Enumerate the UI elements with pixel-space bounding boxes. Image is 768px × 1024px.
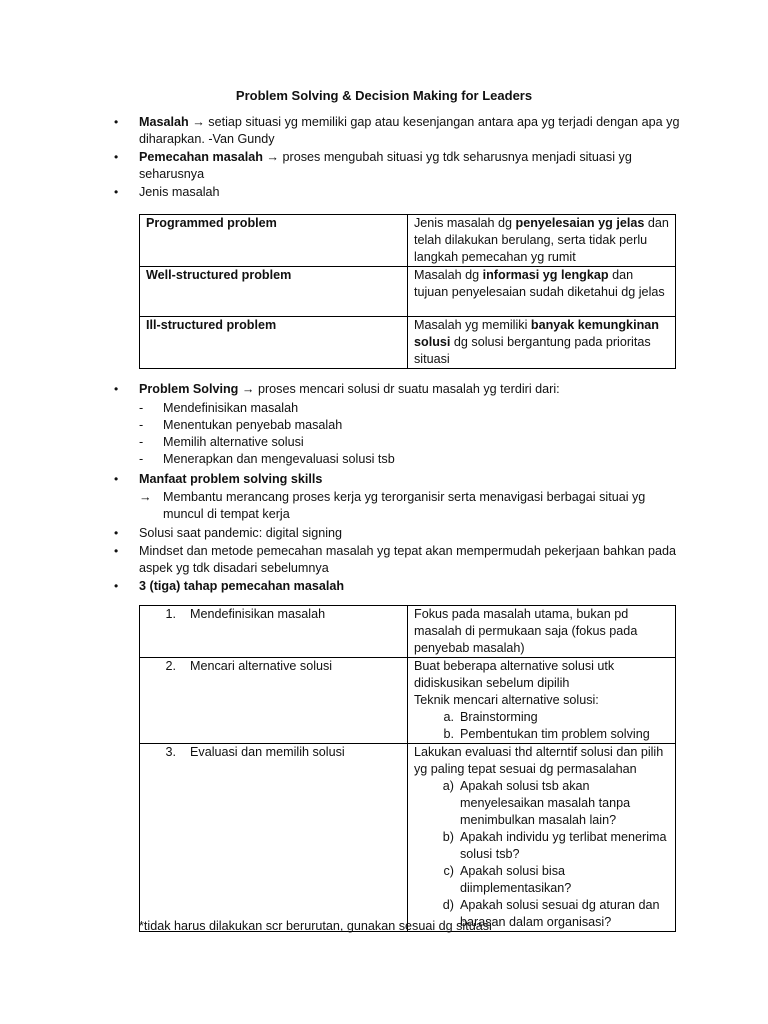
table-row: [140, 267, 676, 317]
stage-desc-cell: [408, 744, 676, 932]
tahap-title: 3 (tiga) tahap pemecahan masalah: [139, 579, 345, 593]
definition-text: setiap situasi yg memiliki gap atau kesenjangan antara apa yg terjadi dengan apa yg diharapkan. -Van Gundy: [139, 115, 680, 146]
list-item: [114, 149, 684, 183]
sub-label: d): [442, 898, 454, 912]
term-manfaat: Manfaat problem solving skills: [139, 472, 323, 486]
desc-text: Jenis masalah dg: [414, 216, 516, 230]
bullet-icon: •: [114, 150, 119, 164]
bullet-icon: •: [114, 115, 119, 129]
term-pemecahan-masalah: Pemecahan masalah: [139, 150, 263, 164]
stage-desc-cell: [408, 658, 676, 744]
table-row: [140, 744, 676, 932]
bullet-icon: •: [114, 472, 119, 486]
bullet-icon: •: [114, 526, 119, 540]
table-row: [140, 606, 676, 658]
manfaat-text: Membantu merancang proses kerja yg terorganisir serta menavigasi berbagai situai yg muncul di tempat kerja: [163, 490, 646, 521]
stage-desc-text: Teknik mencari alternative solusi:: [414, 693, 599, 707]
step-text: Memilih alternative solusi: [163, 435, 304, 449]
list-item: [139, 417, 684, 434]
stage-number: 3.: [165, 745, 176, 759]
problem-type-cell: Well-structured problem: [140, 267, 408, 317]
problem-desc-cell: [408, 267, 676, 317]
table-row: [140, 317, 676, 369]
list-item: [114, 184, 684, 201]
step-text: Menerapkan dan mengevaluasi solusi tsb: [163, 452, 395, 466]
sub-label: c): [443, 864, 454, 878]
definition-text: proses mencari solusi dr suatu masalah yg terdiri dari:: [254, 382, 560, 396]
dash-icon: -: [139, 435, 144, 449]
desc-text: dan tujuan penyelesaian sudah diketahui dg jelas: [414, 268, 665, 299]
sub-text: Apakah solusi tsb akan menyelesaikan masalah tanpa menimbulkan masalah lain?: [460, 779, 631, 827]
arrow-icon: →: [192, 115, 205, 129]
stage-cell: [140, 658, 408, 744]
arrow-icon: →: [266, 150, 280, 164]
arrow-icon: →: [241, 382, 255, 396]
desc-bold-text: banyak kemungkinan solusi: [414, 318, 659, 349]
term-masalah: Masalah: [139, 115, 189, 129]
jenis-masalah-label: Jenis masalah: [139, 185, 220, 199]
problem-types-table: [139, 214, 676, 369]
table-row: [140, 658, 676, 744]
stage-cell: [140, 744, 408, 932]
desc-bold-text: penyelesaian yg jelas: [515, 216, 645, 230]
document-title: Problem Solving & Decision Making for Leaders: [235, 88, 533, 103]
problem-type-cell: Ill-structured problem: [140, 317, 408, 369]
sub-label: b): [442, 830, 454, 844]
stages-table: [139, 605, 676, 932]
list-item: [139, 434, 684, 451]
desc-text: dg solusi bergantung pada prioritas situasi: [414, 335, 651, 366]
stage-title: Mendefinisikan masalah: [190, 607, 326, 621]
bullet-icon: •: [114, 579, 119, 593]
sub-text: Apakah individu yg terlibat menerima solusi tsb?: [460, 830, 667, 861]
steps-list: [139, 400, 684, 468]
sub-item: [414, 863, 669, 897]
stage-desc-text: Buat beberapa alternative solusi utk didiskusikan sebelum dipilih: [414, 659, 615, 690]
sub-label: b.: [443, 727, 454, 741]
sub-text: Pembentukan tim problem solving: [460, 727, 650, 741]
list-item: [114, 471, 684, 488]
desc-text: dan telah dilakukan berulang, serta tidak perlu langkah pemecahan yg rumit: [414, 216, 669, 264]
dash-icon: -: [139, 418, 144, 432]
stage-desc-text: Lakukan evaluasi thd alterntif solusi dan pilih yg paling tepat sesuai dg permasalahan: [414, 745, 664, 776]
stage-title: Evaluasi dan memilih solusi: [190, 745, 345, 759]
problem-solving-list: [114, 381, 684, 399]
manfaat-list: [114, 471, 684, 489]
desc-bold-text: informasi yg lengkap: [482, 268, 609, 282]
problem-desc-cell: [408, 215, 676, 267]
sub-text: Brainstorming: [460, 710, 538, 724]
term-problem-solving: Problem Solving: [139, 382, 239, 396]
solusi-pandemi-text: Solusi saat pandemic: digital signing: [139, 526, 343, 540]
list-item: [114, 578, 684, 595]
dash-icon: -: [139, 401, 144, 415]
list-item: [114, 114, 684, 148]
sub-item: [414, 778, 669, 829]
step-text: Mendefinisikan masalah: [163, 401, 299, 415]
stage-desc-cell: Fokus pada masalah utama, bukan pd masalah di permukaan saja (fokus pada penyebab masalah): [408, 606, 676, 658]
sub-label: a): [442, 779, 454, 793]
stage-cell: [140, 606, 408, 658]
stage-number: 2.: [165, 659, 176, 673]
desc-text: Masalah dg: [414, 268, 483, 282]
sub-item: [414, 709, 669, 726]
list-item: [139, 451, 684, 468]
bullet-icon: •: [114, 382, 119, 396]
definitions-list: [114, 114, 684, 202]
sub-text: Apakah solusi bisa diimplementasikan?: [460, 864, 572, 895]
mindset-text: Mindset dan metode pemecahan masalah yg tepat akan mempermudah pekerjaan bahkan pada aspek yg tdk disadari sebelumnya: [139, 544, 676, 575]
manfaat-detail: [139, 489, 688, 523]
list-item: [114, 525, 684, 542]
sub-item: [414, 829, 669, 863]
list-item: [139, 400, 684, 417]
misc-list: [114, 525, 684, 596]
stage-number: 1.: [165, 607, 176, 621]
sub-text: Apakah solusi sesuai dg aturan dan barasan dalam organisasi?: [460, 898, 660, 929]
bullet-icon: •: [114, 185, 119, 199]
sub-item: [414, 726, 669, 743]
stage-title: Mencari alternative solusi: [190, 659, 333, 673]
bullet-icon: •: [114, 544, 119, 558]
dash-icon: -: [139, 452, 144, 466]
arrow-icon: →: [139, 490, 152, 504]
problem-type-cell: Programmed problem: [140, 215, 408, 267]
desc-text: Masalah yg memiliki: [414, 318, 531, 332]
sub-label: a.: [443, 710, 454, 724]
footnote: *tidak harus dilakukan scr berurutan, gunakan sesuai dg situasi: [139, 919, 492, 933]
definition-text: proses mengubah situasi yg tdk seharusnya menjadi situasi yg seharusnya: [139, 150, 632, 181]
list-item: [114, 381, 684, 398]
list-item: [114, 543, 684, 577]
step-text: Menentukan penyebab masalah: [163, 418, 343, 432]
problem-desc-cell: [408, 317, 676, 369]
table-row: [140, 215, 676, 267]
